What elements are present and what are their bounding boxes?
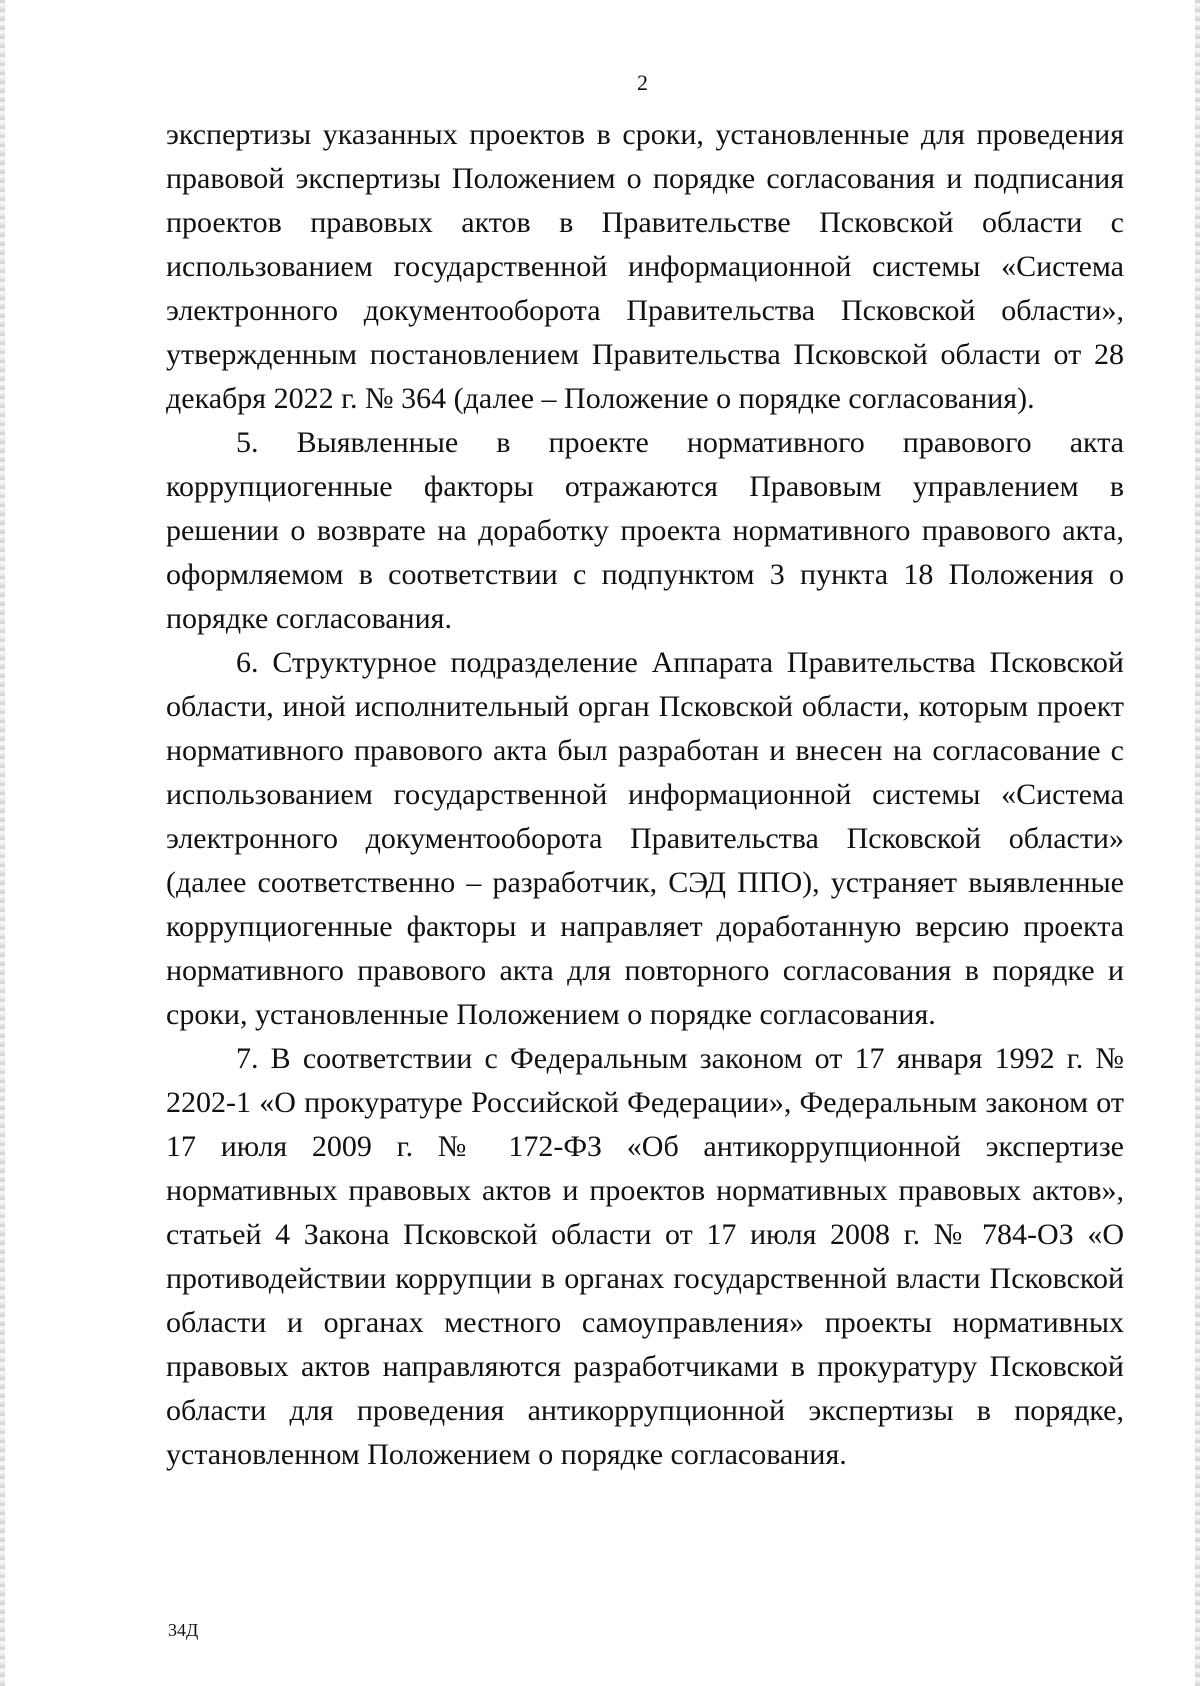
page-number: 2 [637,70,648,95]
document-code: 34Д [168,1620,199,1640]
paragraph-item-5: 5. Выявленные в проекте нормативного правового акта коррупциогенные факторы отражаются Правовым управлением в решении о возврате на доработку проекта нормативного правового акта, оформляемом в соответствии с подпунктом 3 пункта 18 Положения о порядке согласования. [166,426,1124,635]
document-body [166,113,1124,1477]
paragraph-item-6: 6. Структурное подразделение Аппарата Правительства Псковской области, иной исполнительный орган Псковской области, которым проект нормативного правового акта был разработан и внесен на согласование с использованием государственной информационной системы «Система электронного документооборота Правительства Псковской области» (далее соответственно – разработчик, СЭД ППО), устраняет выявленные коррупциогенные факторы и направляет доработанную версию проекта нормативного правового акта для повторного согласования в порядке и сроки, установленные Положением о порядке согласования. [166,646,1124,1031]
paragraph-continuation: экспертизы указанных проектов в сроки, установленные для проведения правовой экспертизы Положением о порядке согласования и подписания проектов правовых актов в Правительстве Псковской области с использованием государственной информационной системы «Система электронного документооборота Правительства Псковской области», утвержденным постановлением Правительства Псковской области от 28 декабря 2022 г. № 364 (далее – Положение о порядке согласования). [166,118,1124,415]
scan-edge-left [0,0,5,1686]
scan-edge-right [1195,0,1200,1686]
paragraph-item-7: 7. В соответствии с Федеральным законом от 17 января 1992 г. № 2202-1 «О прокуратуре Российской Федерации», Федеральным законом от 17 июля 2009 г. № 172-ФЗ «Об антикоррупционной экспертизе нормативных правовых актов и проектов нормативных правовых актов», статьей 4 Закона Псковской области от 17 июля 2008 г. № 784-ОЗ «О противодействии коррупции в органах государственной власти Псковской области и органах местного самоуправления» проекты нормативных правовых актов направляются разработчиками в прокуратуру Псковской области для проведения антикоррупционной экспертизы в порядке, установленном Положением о порядке согласования. [166,1042,1124,1471]
